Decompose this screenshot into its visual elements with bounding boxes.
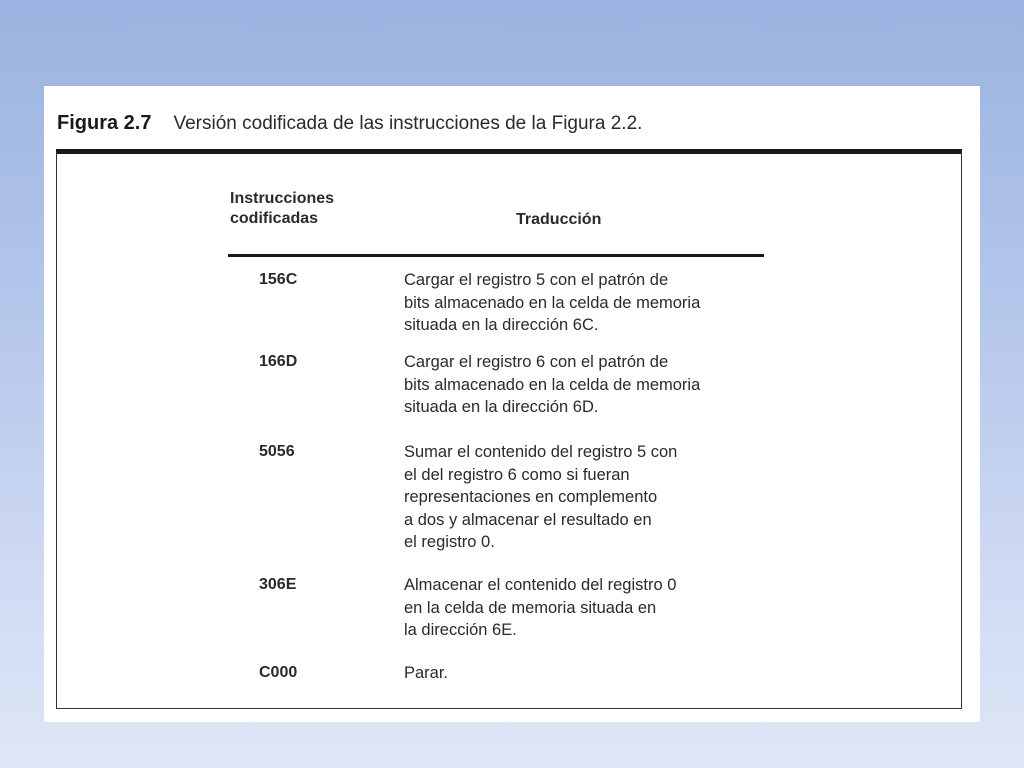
instruction-translation: Cargar el registro 5 con el patrón de bits almacenado en la celda de memoria situada en la dirección 6C.	[404, 271, 701, 334]
instruction-translation: Almacenar el contenido del registro 0 en la celda de memoria situada en la dirección 6E.	[404, 576, 677, 639]
figure-frame	[56, 149, 962, 709]
instruction-translation: Cargar el registro 6 con el patrón de bits almacenado en la celda de memoria situada en la dirección 6D.	[404, 353, 701, 416]
figure-caption	[57, 112, 642, 135]
header-rule	[228, 254, 764, 257]
instruction-translation: Sumar el contenido del registro 5 con el del registro 6 como si fueran representaciones en complemento a dos y almacenar el resultado en el registro 0.	[404, 443, 678, 551]
figure-card	[44, 86, 980, 722]
instruction-code: 166D	[259, 353, 298, 370]
instruction-code: 5056	[259, 443, 295, 460]
header-translation: Traducción	[516, 211, 602, 228]
figure-title: Versión codificada de las instrucciones de la Figura 2.2.	[173, 113, 643, 134]
instruction-code: 306E	[259, 576, 297, 593]
header-encoded-instructions: Instrucciones codificadas	[230, 190, 335, 227]
figure-number: Figura 2.7	[57, 112, 152, 134]
instruction-code: C000	[259, 664, 298, 681]
instruction-code: 156C	[259, 271, 298, 288]
instruction-translation: Parar.	[404, 664, 449, 682]
